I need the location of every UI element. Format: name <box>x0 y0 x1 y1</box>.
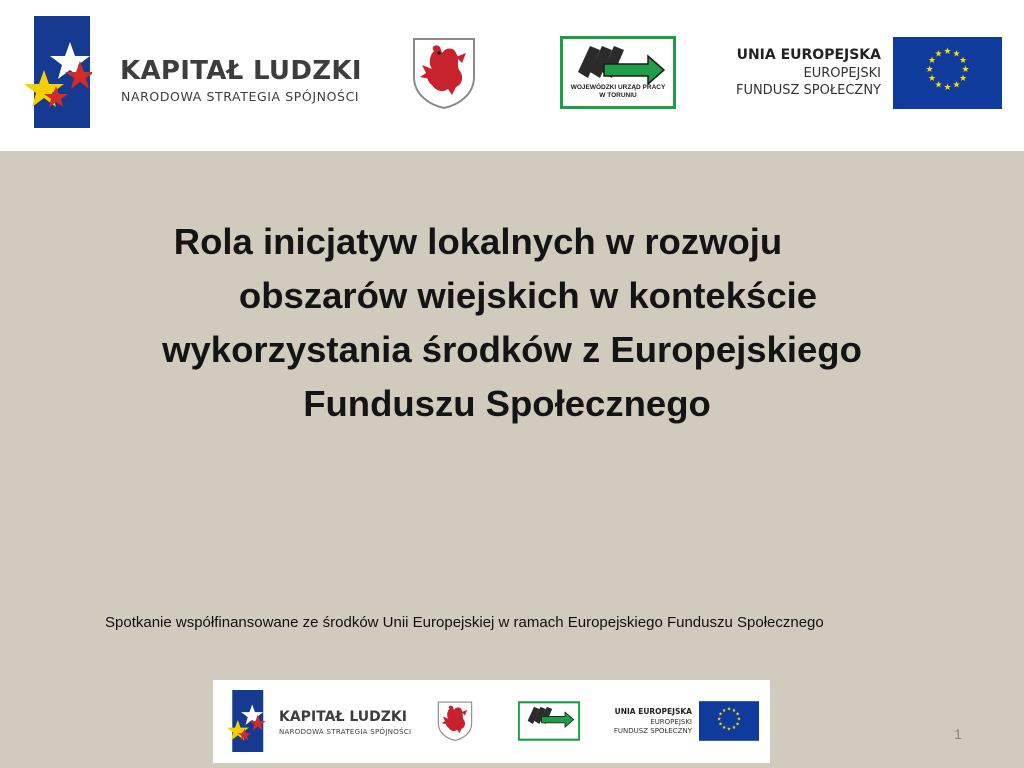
wup-caption <box>560 84 676 100</box>
svg-text:★: ★ <box>718 711 723 718</box>
slide-page-number: 1 <box>954 726 962 742</box>
footer-ue-line3: FUNDUSZ SPOŁECZNY <box>613 727 692 735</box>
svg-text:★: ★ <box>731 724 737 731</box>
svg-text:★: ★ <box>721 724 727 731</box>
slide-title-line-4: Funduszu Społecznego <box>303 383 711 424</box>
footer-kapital-ludzki-emblem <box>225 690 265 752</box>
footer-ue-line2: EUROPEJSKI <box>650 718 692 726</box>
svg-text:★: ★ <box>952 49 961 60</box>
svg-text:★: ★ <box>934 80 943 91</box>
slide-title-line-2: obszarów wiejskich w kontekście <box>238 275 818 316</box>
footer-coat-of-arms-icon <box>437 701 473 741</box>
slide-title <box>40 215 984 431</box>
svg-text:★: ★ <box>735 711 740 718</box>
svg-text:★: ★ <box>943 83 952 93</box>
footer-ue-title: UNIA EUROPEJSKA <box>614 707 692 716</box>
svg-text:★: ★ <box>934 49 943 60</box>
svg-text:★: ★ <box>927 74 937 84</box>
svg-text:★: ★ <box>735 721 740 728</box>
kapital-ludzki-subtitle: NARODOWA STRATEGIA SPÓJNOŚCI <box>121 89 360 104</box>
ue-line3: FUNDUSZ SPOŁECZNY <box>735 83 881 98</box>
footer-logo-strip <box>213 680 770 763</box>
svg-text:★: ★ <box>716 716 722 723</box>
ue-title: UNIA EUROPEJSKA <box>736 47 881 63</box>
svg-text:★: ★ <box>943 47 952 57</box>
eu-flag-icon <box>893 37 1002 109</box>
logo-header <box>0 0 1024 151</box>
svg-text:★: ★ <box>925 65 934 75</box>
slide-title-line-3: wykorzystania środków z Europejskiego <box>162 329 862 370</box>
footer-kapital-ludzki-subtitle: NARODOWA STRATEGIA SPÓJNOŚCI <box>279 728 412 736</box>
svg-text:★: ★ <box>721 707 727 714</box>
svg-text:★: ★ <box>718 721 723 728</box>
wup-caption-line2: W TORUNIU <box>599 92 637 99</box>
slide-title-line-1: Rola inicjatyw lokalnych w rozwoju <box>173 221 783 262</box>
svg-text:★: ★ <box>961 65 970 75</box>
svg-text:★: ★ <box>952 80 961 91</box>
svg-text:★: ★ <box>726 706 732 713</box>
coat-of-arms-icon <box>412 37 476 109</box>
ue-line2: EUROPEJSKI <box>803 66 881 81</box>
slide-subtitle: Spotkanie współfinansowane ze środków Unii Europejskiej w ramach Europejskiego Funduszu Społecznego <box>105 614 824 631</box>
kapital-ludzki-title: KAPITAŁ LUDZKI <box>120 56 362 86</box>
footer-wup-torun-logo <box>518 701 580 741</box>
svg-text:★: ★ <box>958 56 968 66</box>
svg-text:★: ★ <box>726 726 732 733</box>
svg-text:★: ★ <box>958 74 968 84</box>
svg-text:★: ★ <box>731 707 737 714</box>
kapital-ludzki-emblem <box>22 16 92 128</box>
svg-text:★: ★ <box>736 716 742 723</box>
footer-kapital-ludzki-title: KAPITAŁ LUDZKI <box>279 709 407 725</box>
svg-text:★: ★ <box>927 56 937 66</box>
footer-eu-flag-icon <box>699 701 759 741</box>
wup-caption-line1: WOJEWÓDZKI URZĄD PRACY <box>570 84 666 91</box>
